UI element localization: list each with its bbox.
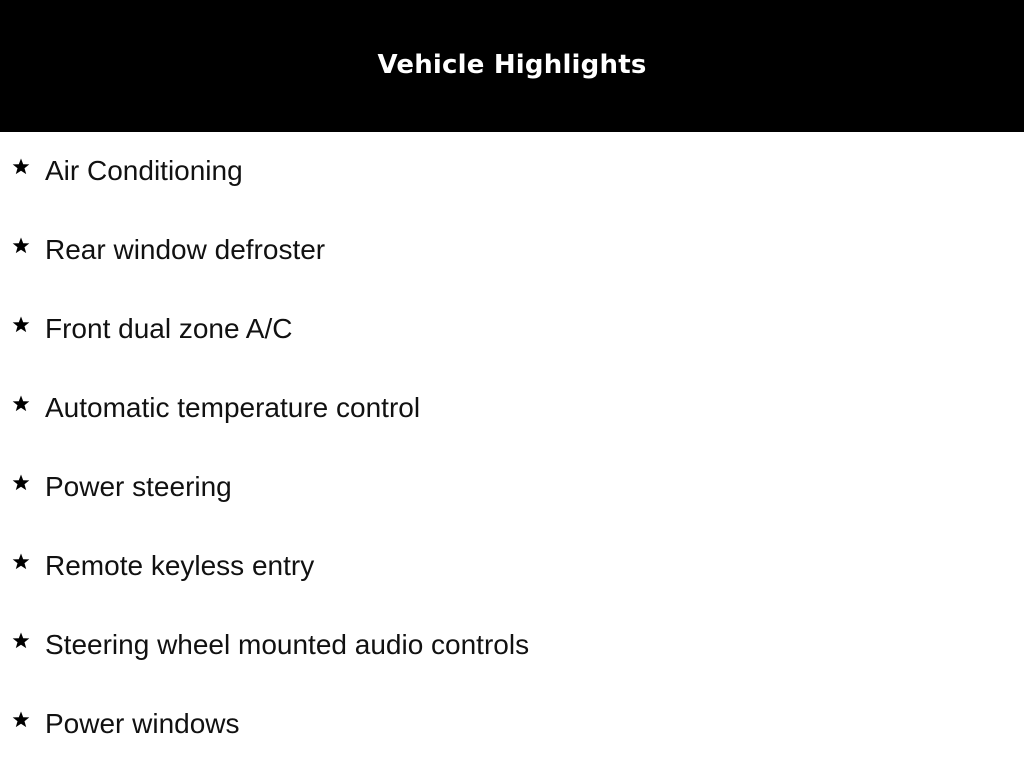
star-icon — [11, 552, 31, 572]
star-icon — [11, 473, 31, 493]
feature-label: Power windows — [45, 708, 240, 739]
feature-item — [0, 211, 1024, 290]
feature-item — [0, 290, 1024, 369]
feature-item — [0, 448, 1024, 527]
feature-item — [0, 369, 1024, 448]
star-icon — [11, 631, 31, 651]
feature-item — [0, 606, 1024, 685]
star-icon — [11, 315, 31, 335]
feature-item — [0, 132, 1024, 211]
header-banner — [0, 0, 1024, 132]
star-icon — [11, 236, 31, 256]
feature-label: Air Conditioning — [45, 155, 243, 186]
feature-item — [0, 685, 1024, 764]
feature-item — [0, 527, 1024, 606]
page-title: Vehicle Highlights — [377, 50, 647, 80]
feature-label: Remote keyless entry — [45, 550, 315, 581]
star-icon — [11, 710, 31, 730]
feature-label: Rear window defroster — [45, 234, 326, 265]
feature-label: Front dual zone A/C — [45, 313, 293, 344]
star-icon — [11, 394, 31, 414]
star-icon — [11, 157, 31, 177]
feature-list — [0, 132, 1024, 764]
feature-label: Power steering — [45, 471, 232, 502]
feature-label: Steering wheel mounted audio controls — [45, 629, 530, 660]
feature-label: Automatic temperature control — [45, 392, 421, 423]
